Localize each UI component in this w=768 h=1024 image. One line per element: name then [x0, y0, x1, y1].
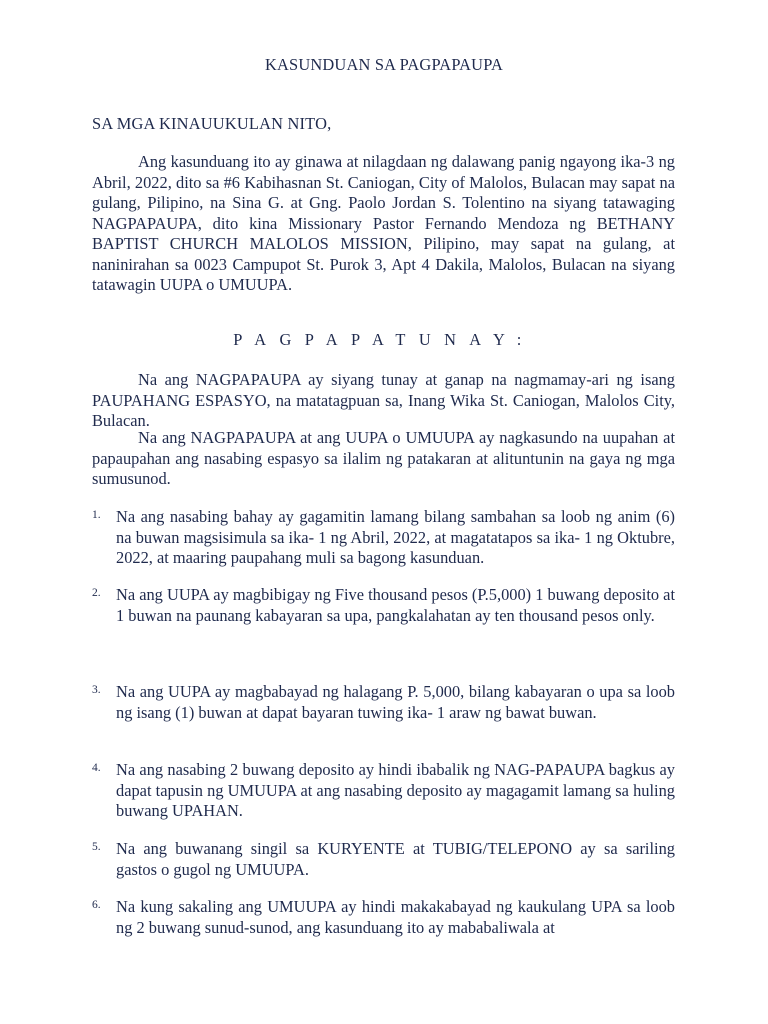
list-item — [92, 839, 675, 880]
ownership-paragraph: Na ang NAGPAPAUPA ay siyang tunay at ganap na nagmamay-ari ng isang PAUPAHANG ESPASYO, na matatagpuan sa, Inang Wika St. Caniogan, Malolos City, Bulacan. — [92, 370, 675, 430]
list-item — [92, 585, 675, 626]
agreement-paragraph: Na ang NAGPAPAUPA at ang UUPA o UMUUPA ay nagkasundo na uupahan at papaupahan ang nasabing espasyo sa ilalim ng patakaran at alituntunin na gaya ng mga sumusunod. — [92, 428, 675, 488]
section-heading: PAGPAPATUNAY: — [233, 330, 535, 349]
item-number: 6. — [92, 899, 101, 911]
item-number: 5. — [92, 841, 101, 853]
list-item — [92, 897, 675, 938]
item-text: Na ang nasabing 2 buwang deposito ay hindi ibabalik ng NAG-PAPAUPA bagkus ay dapat tapusin ng UMUUPA at ang nasabing deposito ay magagamit lamang sa huling buwang UPAHAN. — [116, 760, 675, 820]
item-text: Na ang buwanang singil sa KURYENTE at TUBIG/TELEPONO ay sa sariling gastos o gugol ng UMUUPA. — [116, 839, 675, 879]
item-number: 2. — [92, 587, 101, 599]
item-text: Na kung sakaling ang UMUUPA ay hindi makakabayad ng kaukulang UPA sa loob ng 2 buwang sunud-sunod, ang kasunduang ito ay mababaliwala at — [116, 897, 675, 937]
item-number: 4. — [92, 762, 101, 774]
item-number: 3. — [92, 684, 101, 696]
document-title: KASUNDUAN SA PAGPAPAUPA — [264, 55, 504, 74]
list-item — [92, 507, 675, 569]
list-item — [92, 682, 675, 723]
intro-paragraph: Ang kasunduang ito ay ginawa at nilagdaan ng dalawang panig ngayong ika-3 ng Abril, 2022, dito sa #6 Kabihasnan St. Caniogan, City of Malolos, Bulacan may sapat na gulang, Pilipino, na Sina G. at Gng. Paolo Jordan S. Tolentino na siyang tatawaging NAGPAPAUPA, dito kina Missionary Pastor Fernando Mendoza ng BETHANY BAPTIST CHURCH MALOLOS MISSION, Pilipino, may sapat na gulang, at naninirahan sa 0023 Campupot St. Purok 3, Apt 4 Dakila, Malolos, Bulacan na siyang tatawagin UUPA o UMUUPA. — [92, 152, 675, 294]
list-item — [92, 760, 675, 822]
item-text: Na ang nasabing bahay ay gagamitin lamang bilang sambahan sa loob ng anim (6) na buwan magsisimula sa ika- 1 ng Abril, 2022, at magatatapos sa ika- 1 ng Oktubre, 2022, at maaring paupahang muli sa bagong kasunduan. — [116, 507, 675, 567]
item-text: Na ang UUPA ay magbabayad ng halagang P. 5,000, bilang kabayaran o upa sa loob ng isang (1) buwan at dapat bayaran tuwing ika- 1 araw ng bawat buwan. — [116, 682, 675, 722]
salutation: SA MGA KINAUUKULAN NITO, — [92, 114, 332, 133]
item-text: Na ang UUPA ay magbibigay ng Five thousand pesos (P.5,000) 1 buwang deposito at 1 buwan na paunang kabayaran sa upa, pangkalahatan ay ten thousand pesos only. — [116, 585, 675, 625]
item-number: 1. — [92, 509, 101, 521]
